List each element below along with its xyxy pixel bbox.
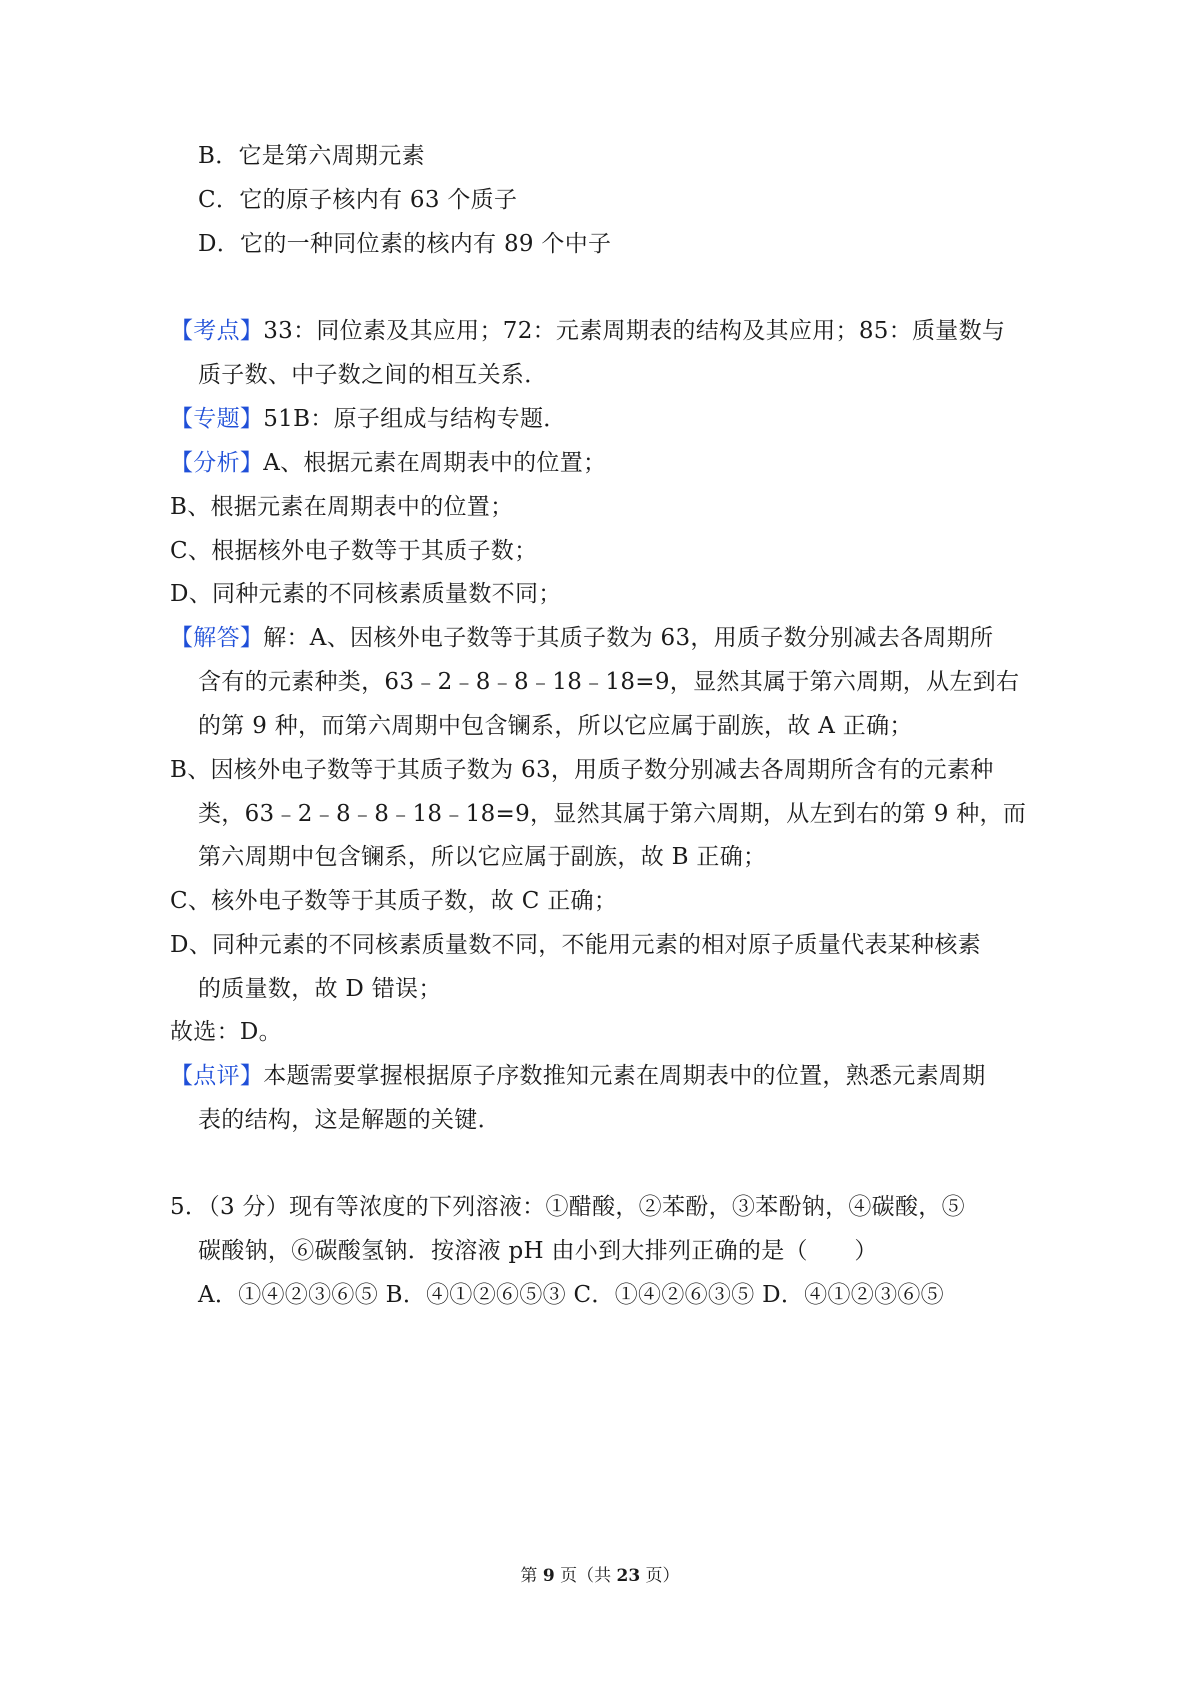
kaodian-text-2: 质子数、中子数之间的相互关系． [198,362,548,388]
dianping-line-1 [170,1062,986,1090]
page-footer [0,1565,1200,1587]
jieda-a3: 的第 9 种，而第六周期中包含镧系，所以它应属于副族，故 A 正确； [198,713,913,739]
fenxi-tag: 【分析】 [170,450,264,476]
dianping-tag: 【点评】 [170,1063,264,1089]
jieda-b1: B、因核外电子数等于其质子数为 63，用质子数分别减去各周期所含有的元素种 [170,757,994,783]
dianping-text-2: 表的结构，这是解题的关键． [198,1107,501,1133]
dianping-text-1: 本题需要掌握根据原子序数推知元素在周期表中的位置，熟悉元素周期 [263,1063,986,1089]
jieda-line-1 [170,624,993,652]
kaodian-line-1 [170,317,1005,345]
fenxi-text-2: B、根据元素在周期表中的位置； [170,494,514,520]
footer-page-number: 9 [542,1566,555,1586]
footer-suffix: 页） [640,1566,680,1586]
jieda-c1: C、核外电子数等于其质子数，故 C 正确； [170,888,618,914]
jieda-a1: 解：A、因核外电子数等于其质子数为 63，用质子数分别减去各周期所 [263,625,994,651]
footer-middle: 页（共 [554,1566,617,1586]
option-d: D．它的一种同位素的核内有 89 个中子 [198,231,612,257]
jieda-b3: 第六周期中包含镧系，所以它应属于副族，故 B 正确； [198,844,767,870]
kaodian-tag: 【考点】 [170,318,264,344]
fenxi-line-1 [170,449,606,477]
kaodian-text-1: 33：同位素及其应用；72：元素周期表的结构及其应用；85：质量数与 [263,318,1006,344]
question-5-line-2: 碳酸钠，⑥碳酸氢钠．按溶液 pH 由小到大排列正确的是（ ） [198,1238,878,1264]
jieda-d2: 的质量数，故 D 错误； [198,976,442,1002]
question-5-line-1: 5．（3 分）现有等浓度的下列溶液：①醋酸，②苯酚，③苯酚钠，④碳酸，⑤ [170,1194,965,1220]
zhuanti-line [170,405,567,433]
fenxi-text-4: D、同种元素的不同核素质量数不同； [170,581,562,607]
jieda-a2: 含有的元素种类，63﹣2﹣8﹣8﹣18﹣18=9，显然其属于第六周期，从左到右 [198,669,1020,695]
zhuanti-tag: 【专题】 [170,406,264,432]
fenxi-text-3: C、根据核外电子数等于其质子数； [170,538,538,564]
question-5-options: A．①④②③⑥⑤ B．④①②⑥⑤③ C．①④②⑥③⑤ D．④①②③⑥⑤ [198,1282,944,1308]
jieda-answer: 故选：D。 [170,1019,282,1045]
jieda-tag: 【解答】 [170,625,264,651]
option-c: C．它的原子核内有 63 个质子 [198,187,518,213]
jieda-d1: D、同种元素的不同核素质量数不同，不能用元素的相对原子质量代表某种核素 [170,932,981,958]
option-b: B．它是第六周期元素 [198,143,425,169]
footer-total-pages: 23 [616,1566,641,1586]
jieda-b2: 类，63﹣2﹣8﹣8﹣18﹣18=9，显然其属于第六周期，从左到右的第 9 种，而 [198,801,1027,827]
zhuanti-text: 51B：原子组成与结构专题． [263,406,567,432]
fenxi-text-1: A、根据元素在周期表中的位置； [263,450,607,476]
footer-prefix: 第 [520,1566,543,1586]
